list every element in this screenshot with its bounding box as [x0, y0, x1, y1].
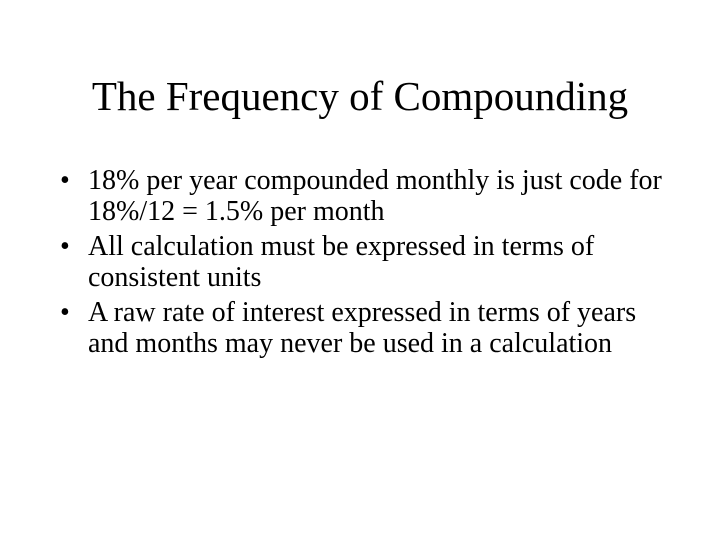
- bullet-text: A raw rate of interest expressed in terms of years and months may never be used in a calculation: [88, 297, 637, 359]
- slide-title: The Frequency of Compounding: [91, 73, 629, 119]
- bullet-list: [60, 165, 680, 363]
- bullet-item: [60, 231, 680, 293]
- bullet-dot-icon: •: [60, 297, 70, 328]
- bullet-item: [60, 165, 680, 227]
- bullet-text: All calculation must be expressed in terms of consistent units: [88, 231, 595, 293]
- bullet-text: 18% per year compounded monthly is just code for 18%/12 = 1.5% per month: [88, 165, 662, 227]
- bullet-dot-icon: •: [60, 231, 70, 262]
- bullet-item: [60, 297, 680, 359]
- bullet-dot-icon: •: [60, 165, 70, 196]
